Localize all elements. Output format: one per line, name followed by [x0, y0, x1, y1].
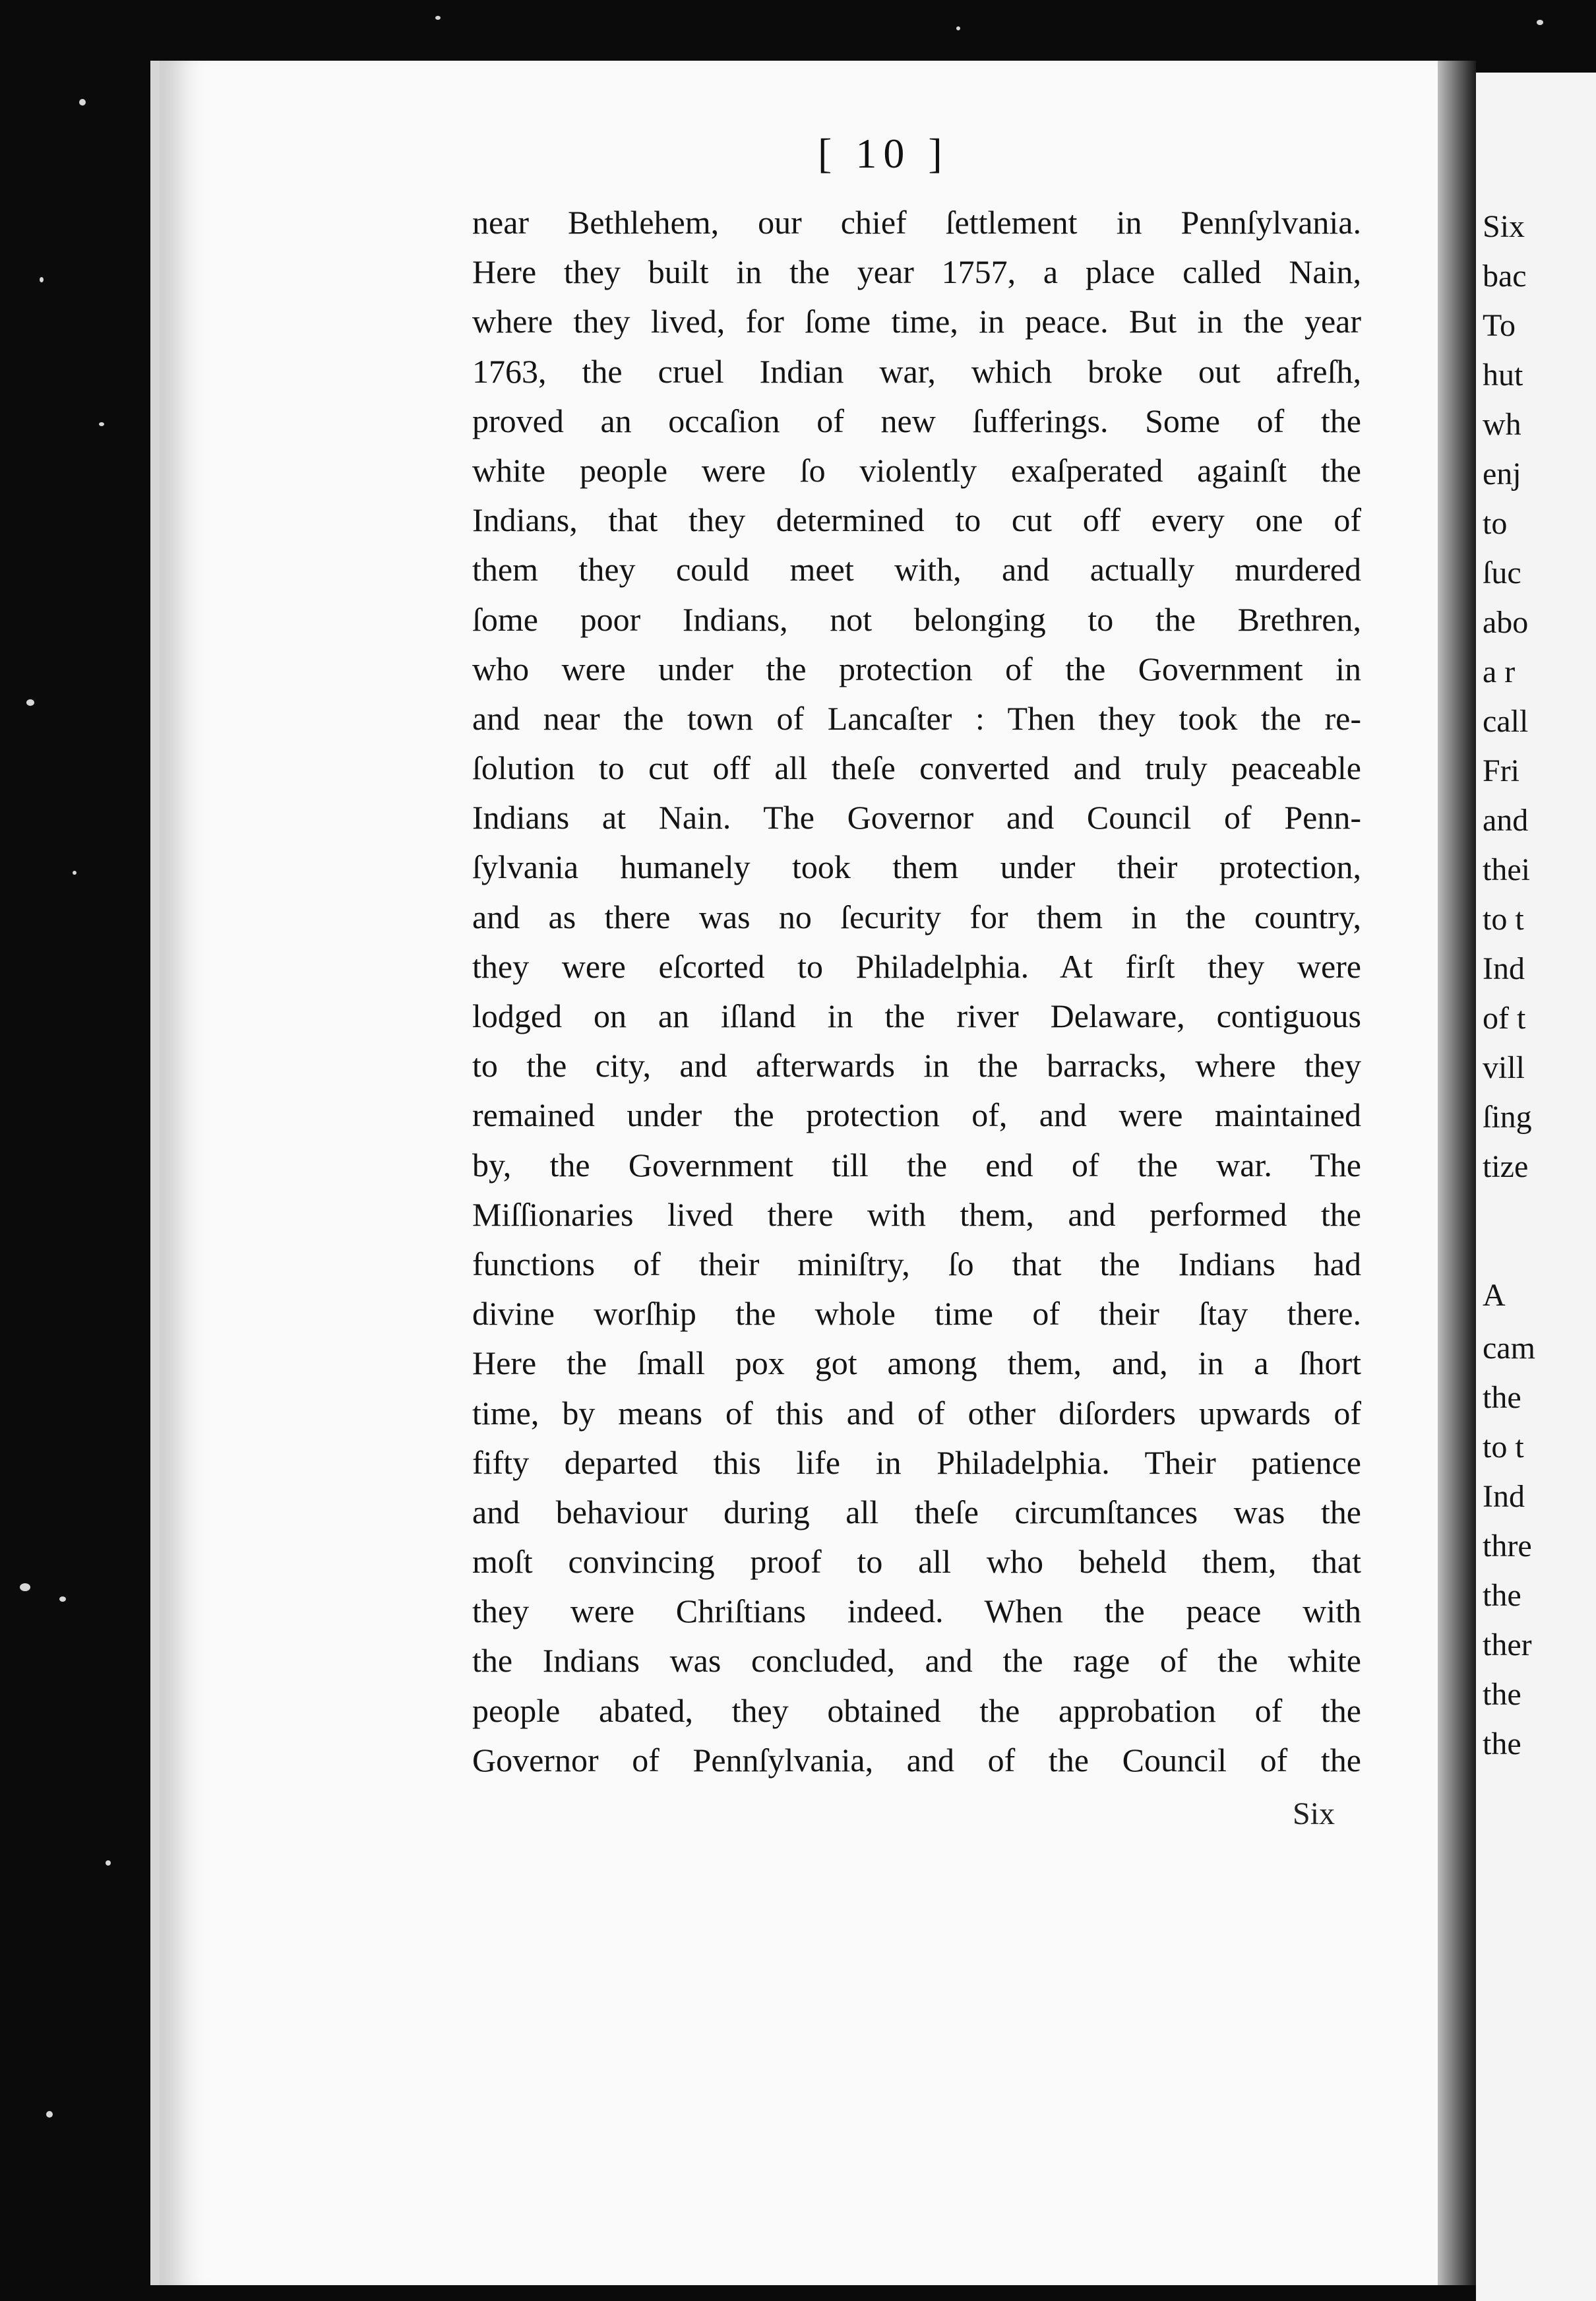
text-line: and behaviour during all theſe circumſtances was the [472, 1493, 1361, 1530]
text-line: Governor of Pennſylvania, and of the Council of the [472, 1741, 1361, 1779]
text-line: Indians, that they determined to cut off every one of [472, 501, 1361, 539]
catchword: Six [1293, 1796, 1335, 1831]
facing-line: to t [1483, 1430, 1524, 1465]
text-line: they were Chriſtians indeed. When the peace with [472, 1592, 1361, 1630]
text-line: proved an occaſion of new ſufferings. Some of the [472, 402, 1361, 439]
facing-line: wh [1483, 407, 1521, 442]
dust-speck [79, 99, 86, 106]
text-line: near Bethlehem, our chief ſettlement in Pennſylvania. [472, 204, 1361, 241]
text-line: Here the ſmall pox got among them, and, in a ſhort [472, 1344, 1361, 1382]
dust-speck [106, 1860, 111, 1866]
facing-line: cam [1483, 1331, 1535, 1366]
facing-line: vill [1483, 1050, 1525, 1085]
dust-speck [59, 1596, 66, 1602]
dust-speck [99, 422, 104, 426]
facing-line: Ind [1483, 951, 1525, 986]
dust-speck [1537, 20, 1543, 25]
dust-speck [956, 26, 960, 30]
text-line: who were under the protection of the Government in [472, 650, 1361, 687]
facing-line: enj [1483, 457, 1521, 491]
facing-line: to t [1483, 902, 1524, 937]
text-line: functions of their miniſtry, ſo that the Indians had [472, 1245, 1361, 1282]
facing-line: a r [1483, 654, 1516, 689]
facing-line: call [1483, 704, 1529, 739]
text-line: fifty departed this life in Philadelphia. Their patience [472, 1443, 1361, 1481]
dust-speck [73, 871, 77, 875]
text-line: ſolution to cut off all theſe converted and truly peaceable [472, 749, 1361, 787]
facing-line: Six [1483, 209, 1525, 244]
facing-line: tize [1483, 1149, 1529, 1184]
facing-line: ther [1483, 1627, 1532, 1662]
text-line: and near the town of Lancaſter : Then they took the re- [472, 699, 1361, 737]
facing-line: To [1483, 308, 1516, 343]
page-number-header: [ 10 ] [818, 130, 949, 177]
facing-line: abo [1483, 605, 1529, 640]
text-line: divine worſhip the whole time of their ſtay there. [472, 1295, 1361, 1333]
text-line: ſylvania humanely took them under their protection, [472, 848, 1361, 886]
facing-line: A [1483, 1278, 1506, 1313]
dust-speck [46, 2111, 53, 2118]
facing-line: hut [1483, 358, 1523, 393]
text-line: moſt convincing proof to all who beheld them, that [472, 1543, 1361, 1581]
dust-speck [26, 699, 34, 706]
facing-line: of t [1483, 1001, 1526, 1036]
text-line: remained under the protection of, and were maintained [472, 1096, 1361, 1134]
text-line: they were eſcorted to Philadelphia. At firſt they were [472, 947, 1361, 985]
facing-line: to [1483, 506, 1508, 541]
dust-speck [435, 16, 441, 20]
text-line: Here they built in the year 1757, a place called Nain, [472, 253, 1361, 291]
facing-line: thre [1483, 1529, 1532, 1563]
text-line: white people were ſo violently exaſperated againſt the [472, 451, 1361, 489]
facing-line: the [1483, 1380, 1521, 1415]
facing-line: the [1483, 1578, 1521, 1613]
text-line: the Indians was concluded, and the rage of the white [472, 1642, 1361, 1680]
facing-line: bac [1483, 259, 1527, 294]
facing-line: and [1483, 803, 1529, 838]
page-body [472, 198, 1361, 1785]
facing-page [1476, 73, 1596, 2301]
text-line: lodged on an iſland in the river Delaware, contiguous [472, 997, 1361, 1034]
text-line: Indians at Nain. The Governor and Council of Penn- [472, 799, 1361, 836]
facing-line: Fri [1483, 753, 1520, 788]
text-line: them they could meet with, and actually murdered [472, 551, 1361, 588]
facing-line: Ind [1483, 1479, 1525, 1514]
facing-line: ſing [1483, 1100, 1532, 1135]
text-line: Miſſionaries lived there with them, and performed the [472, 1195, 1361, 1233]
text-line: by, the Government till the end of the war. The [472, 1146, 1361, 1183]
text-line: ſome poor Indians, not belonging to the Brethren, [472, 600, 1361, 638]
dust-speck [40, 277, 44, 282]
facing-line: thei [1483, 852, 1530, 887]
facing-line: ſuc [1483, 555, 1521, 590]
text-line: 1763, the cruel Indian war, which broke out afreſh, [472, 352, 1361, 390]
text-line: to the city, and afterwards in the barracks, where they [472, 1047, 1361, 1085]
book-gutter [1438, 61, 1476, 2285]
facing-line: the [1483, 1726, 1521, 1761]
text-line: time, by means of this and of other diſorders upwards of [472, 1394, 1361, 1432]
text-line: people abated, they obtained the approbation of the [472, 1691, 1361, 1729]
text-line: where they lived, for ſome time, in peace. But in the year [472, 303, 1361, 340]
text-line: and as there was no ſecurity for them in the country, [472, 898, 1361, 935]
dust-speck [20, 1583, 30, 1591]
facing-line: the [1483, 1677, 1521, 1712]
